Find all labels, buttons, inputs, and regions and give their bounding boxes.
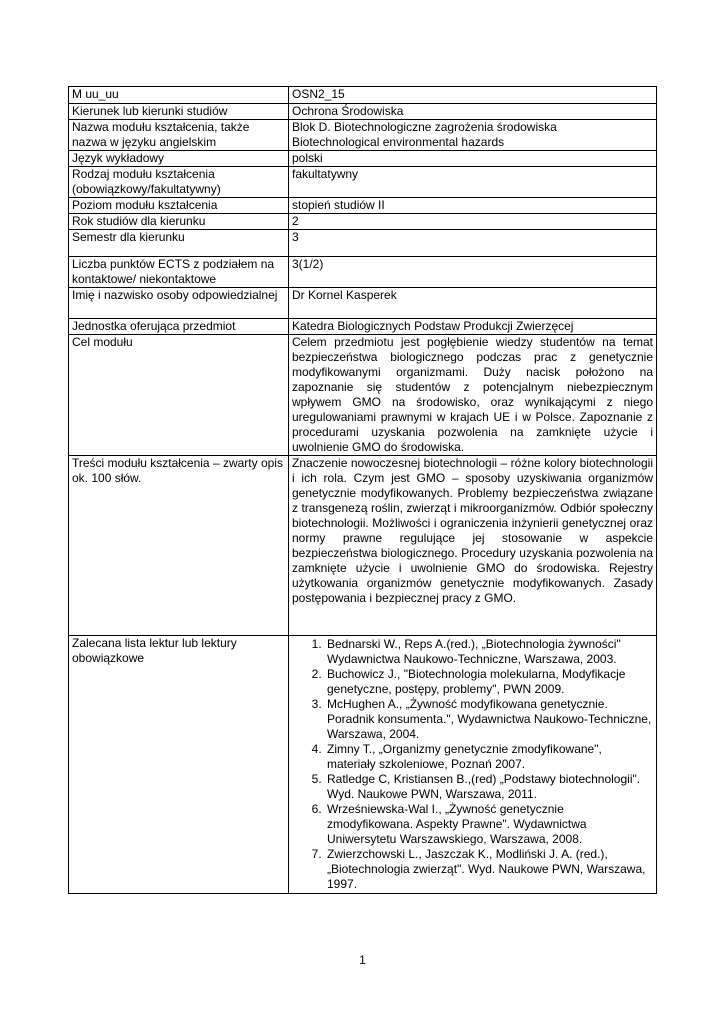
row-value <box>289 335 657 456</box>
row-label: Nazwa modułu kształcenia, także nazwa w języku angielskim <box>69 120 289 151</box>
module-description-table <box>68 86 657 894</box>
row-value <box>289 636 657 894</box>
row-value: Ochrona Środowiska <box>289 104 657 120</box>
row-label: Zalecana lista lektur lub lektury obowiązkowe <box>69 636 289 894</box>
row-value: 3(1/2) <box>289 257 657 288</box>
row-value: fakultatywny <box>289 167 657 198</box>
row-value: 3 <box>289 230 657 257</box>
table-row-module-name <box>69 120 657 151</box>
table-row-reading-list <box>69 636 657 894</box>
module-name-english: Biotechnological environmental hazards <box>292 135 505 149</box>
row-label: Język wykładowy <box>69 151 289 167</box>
table-row-field-of-study <box>69 104 657 120</box>
row-label: Treści modułu kształcenia – zwarty opis ok. 100 słów. <box>69 456 289 636</box>
row-value: 2 <box>289 214 657 230</box>
row-label: Imię i nazwisko osoby odpowiedzialnej <box>69 288 289 319</box>
row-value: stopień studiów II <box>289 198 657 214</box>
table-row-module-type <box>69 167 657 198</box>
row-label: Poziom modułu kształcenia <box>69 198 289 214</box>
list-item: 6. Wrześniewska-Wal I., „Żywność genetycznie zmodyfikowana. Aspekty Prawne". Wydawnictwa Uniwersytetu Warszawskiego, Warszawa, 2008. <box>325 802 653 847</box>
row-label: M uu_uu <box>69 87 289 104</box>
page-number: 1 <box>359 953 366 967</box>
table-row-module-content <box>69 456 657 636</box>
row-label: Rok studiów dla kierunku <box>69 214 289 230</box>
table-row-responsible-person <box>69 288 657 319</box>
row-value <box>289 456 657 636</box>
table-row-language <box>69 151 657 167</box>
module-name-polish: Blok D. Biotechnologiczne zagrożenia środowiska <box>292 120 557 134</box>
row-label: Liczba punktów ECTS z podziałem na kontaktowe/ niekontaktowe <box>69 257 289 288</box>
module-content-text: Znaczenie nowoczesnej biotechnologii – różne kolory biotechnologii i ich rola. Czym jest GMO – sposoby uzyskiwania organizmów genetycznie modyfikowanych. Problemy bezpieczeństwa związane z transgenezą roślin, zwierząt i mikroorganizmów. Odbiór społeczny biotechnologii. Możliwości i ograniczenia inżynierii genetycznej oraz normy prawne regulujące jej stosowanie w aspekcie bezpieczeństwa biologicznego. Procedury uzyskania pozwolenia na zamknięte użycie i uwolnienie GMO do środowiska. Rejestry użytkowania organizmów genetycznie modyfikowanych. Zasady postępowania i bezpiecznej pracy z GMO. <box>292 456 653 605</box>
row-label: Cel modułu <box>69 335 289 456</box>
row-label: Semestr dla kierunku <box>69 230 289 257</box>
row-value: polski <box>289 151 657 167</box>
table-row-semester <box>69 230 657 257</box>
reading-list <box>292 637 653 892</box>
row-value: Dr Kornel Kasperek <box>289 288 657 319</box>
list-item: 2. Buchowicz J., "Biotechnologia molekularna, Modyfikacje genetyczne, postępy, problemy", PWN 2009. <box>325 667 653 697</box>
row-label: Jednostka oferująca przedmiot <box>69 319 289 335</box>
list-item: 7. Zwierzchowski L., Jaszczak K., Modliński J. A. (red.), „Biotechnologia zwierząt". Wyd. Naukowe PWN, Warszawa, 1997. <box>325 847 653 892</box>
table-row-module-code <box>69 87 657 104</box>
row-label: Kierunek lub kierunki studiów <box>69 104 289 120</box>
table-row-ects-points <box>69 257 657 288</box>
table-row-year-of-study <box>69 214 657 230</box>
row-value: Katedra Biologicznych Podstaw Produkcji Zwierzęcej <box>289 319 657 335</box>
row-label: Rodzaj modułu kształcenia (obowiązkowy/fakultatywny) <box>69 167 289 198</box>
table-row-module-level <box>69 198 657 214</box>
list-item: 1. Bednarski W., Reps A.(red.), „Biotechnologia żywności" Wydawnictwa Naukowo-Techniczne, Warszawa, 2003. <box>325 637 653 667</box>
table-row-module-goal <box>69 335 657 456</box>
table-row-offering-unit <box>69 319 657 335</box>
row-value <box>289 120 657 151</box>
list-item: 4. Zimny T., „Organizmy genetycznie zmodyfikowane", materiały szkoleniowe, Poznań 2007. <box>325 742 653 772</box>
list-item: 5. Ratledge C, Kristiansen B.,(red) „Podstawy biotechnologii". Wyd. Naukowe PWN, Warszawa, 2011. <box>325 772 653 802</box>
list-item: 3. McHughen A., „Żywność modyfikowana genetycznie. Poradnik konsumenta.", Wydawnictwa Naukowo-Techniczne, Warszawa, 2004. <box>325 697 653 742</box>
module-goal-text: Celem przedmiotu jest pogłębienie wiedzy studentów na temat bezpieczeństwa biologicznego podczas prac z genetycznie modyfikowanymi organizmami. Duży nacisk położono na zapoznanie się studentów z potencjalnym niebezpiecznym wpływem GMO na środowisko, oraz wynikającymi z niego uregulowaniami prawnymi w krajach UE i w Polsce. Zapoznanie z procedurami uzyskania pozwolenia na zamknięte użycie i uwolnienie GMO do środowiska. <box>292 335 653 454</box>
row-value: OSN2_15 <box>289 87 657 104</box>
